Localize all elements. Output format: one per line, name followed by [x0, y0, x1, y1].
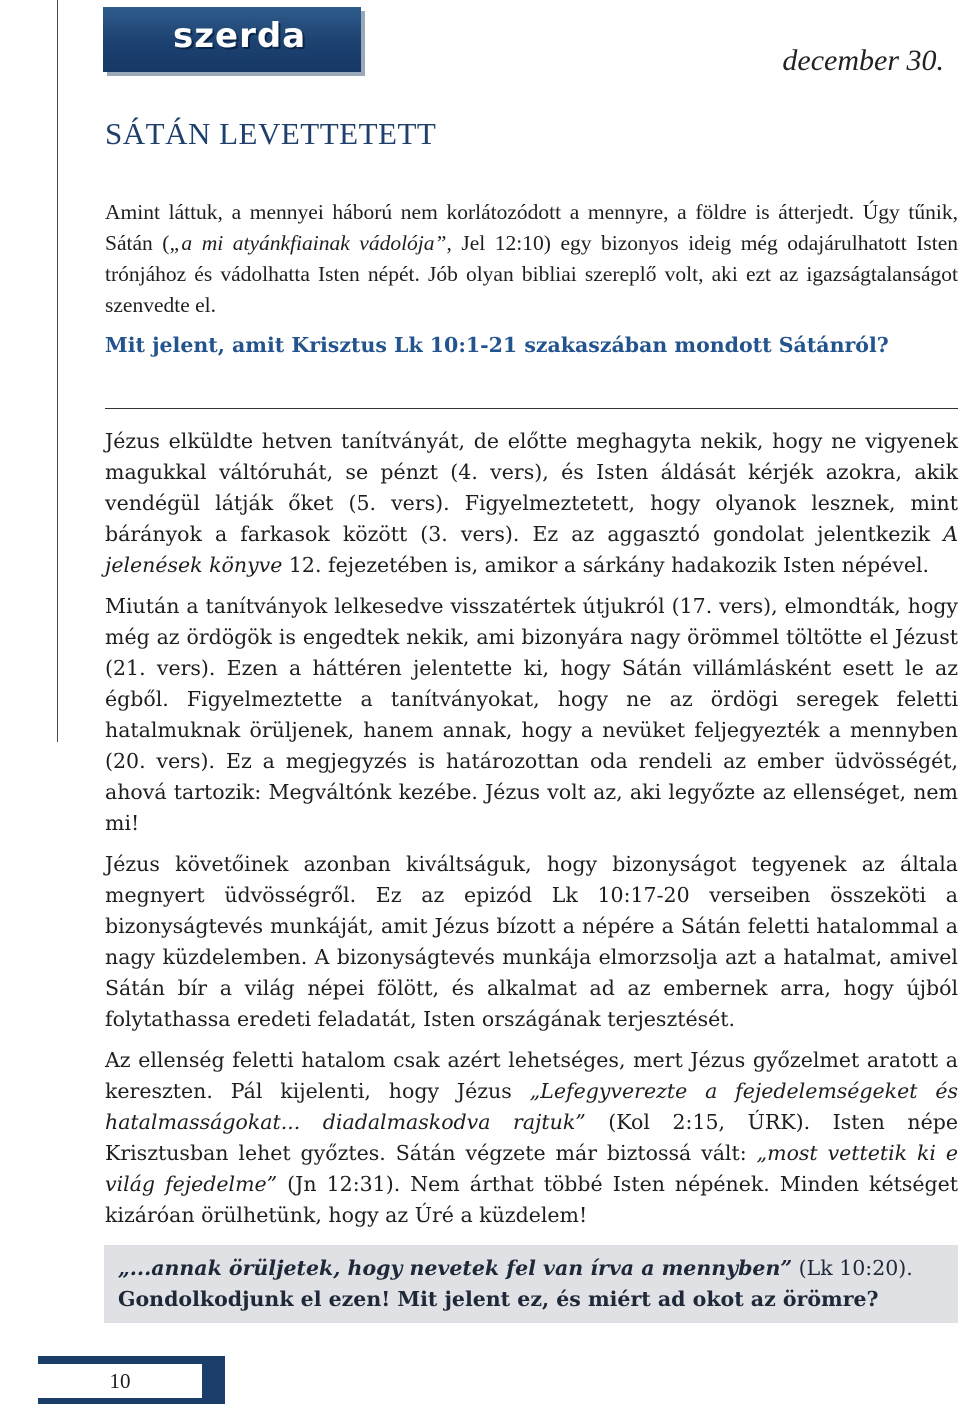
paragraph-3: Jézus követőinek azonban kiváltságuk, hogy bizonyságot tegyenek az általa megnyert üdvösségről. Ez az epizód Lk 10:17-20 verseiben összeköti a bizonyságtevés munkáját, amit Jézus bízott a népére a Sátán feletti hatalommal a nagy küzdelemben. A bizonyságtevés munkája elmorzsolja azt a hatalmat, amivel Sátán bír a világ népei fölött, és alkalmat ad az embernek arra, hogy újból folytathassa eredeti feladatát, Isten országának terjesztését.	[105, 852, 958, 1031]
p4-text-a: Az ellenség feletti hatalom csak azért lehetséges, mert Jézus győzelmet aratott a kereszten. Pál kijelenti, hogy Jézus	[105, 1048, 958, 1103]
paragraph-2: Miután a tanítványok lelkesedve visszatértek útjukról (17. vers), elmondták, hogy még az ördögök is engedtek nekik, ami bizonyára nagy örömmel töltötte el Jézust (21. vers). Ezen a háttéren jelentette ki, hogy Sátán villámlásként esett le az égből. Figyelmeztette a tanítványokat, hogy ne az ördögi seregek feletti hatalmuknak örüljenek, hanem annak, hogy a nevüket feljegyezték a mennyben (20. vers). Ez a megjegyzés is határozottan oda rendeli az ember üdvösségét, ahová tartozik: Megváltónk kezébe. Jézus volt az, aki legyőzte az ellenséget, nem mi!	[105, 594, 958, 835]
margin-rule	[57, 0, 58, 742]
day-label: szerda	[173, 16, 307, 56]
main-text	[105, 426, 958, 1241]
day-badge	[103, 7, 361, 72]
intro-text-1: Amint láttuk, a mennyei háború nem korlátozódott a mennyre, a földre is átterjedt. Úgy tűnik, Sátán (	[105, 200, 958, 255]
intro-paragraph	[105, 197, 958, 321]
p4-quote-2: „most vettetik ki e világ fejedelme”	[105, 1141, 959, 1196]
p1-text-a: Jézus elküldte hetven tanítványát, de előtte meghagyta nekik, hogy ne vigyenek magukkal váltóruhát, se pénzt (4. vers), és Isten áldását kérjék azokra, akik vendégül látják őket (5. vers). Figyelmeztetett, hogy olyanok lesznek, mint bárányok a farkasok között (3. vers). Ez az aggasztó gondolat jelentkezik	[105, 429, 958, 546]
reflection-quote: „...annak örüljetek, hogy nevetek fel van írva a mennyben”	[118, 1256, 793, 1280]
reflection-ref: (Lk 10:20).	[792, 1256, 913, 1280]
intro-quote: „a mi atyánkfiainak vádolója”	[169, 231, 447, 255]
date: december 30.	[782, 44, 944, 77]
p4-text-e: (Jn 12:31). Nem árthat többé Isten népének. Minden kétséget kizáróan örülhetünk, hogy az Úré a küzdelem!	[105, 1172, 958, 1227]
p1-book-title: A jelenések könyve	[105, 522, 958, 577]
answer-line	[105, 408, 958, 409]
p4-text-c: (Kol 2:15, ÚRK). Isten népe Krisztusban lehet győztes. Sátán végzete már biztossá vált:	[105, 1110, 958, 1165]
reflection-line-2: Gondolkodjunk el ezen! Mit jelent ez, és miért ad okot az örömre?	[118, 1287, 879, 1311]
reflection-box	[104, 1245, 958, 1323]
intro-text-2: , Jel 12:10) egy bizonyos ideig még odajárulhatott Isten trónjához és vádolhatta Isten népét. Jób olyan bibliai szereplő volt, aki ezt az igazságtalanságot szenvedte el.	[105, 231, 958, 317]
paragraph-4	[105, 1045, 958, 1231]
page-title: SÁTÁN LEVETTETETT	[105, 116, 437, 151]
reflection-line-1	[118, 1253, 944, 1284]
page-number-box	[38, 1356, 225, 1404]
page-number: 10	[38, 1364, 202, 1398]
study-question: Mit jelent, amit Krisztus Lk 10:1-21 szakaszában mondott Sátánról?	[105, 333, 889, 357]
p1-text-c: 12. fejezetében is, amikor a sárkány hadakozik Isten népével.	[282, 553, 930, 577]
paragraph-1	[105, 426, 958, 581]
p4-quote-1: „Lefegyverezte a fejedelemségeket és hatalmasságokat... diadalmaskodva rajtuk”	[105, 1079, 958, 1134]
